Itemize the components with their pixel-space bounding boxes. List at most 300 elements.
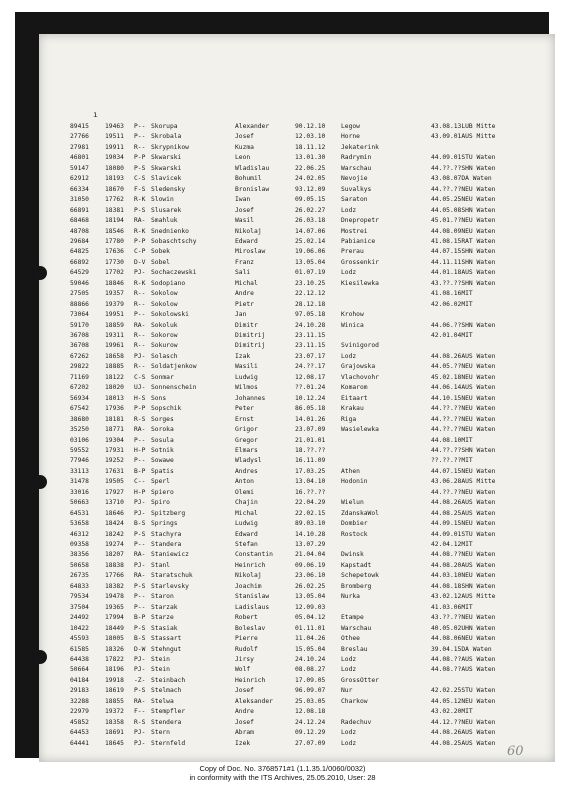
birth-date: 23.07.09 [295,426,326,434]
list-row [39,509,555,518]
list-number: 19961 [105,342,124,350]
prisoner-number: 03106 [70,436,89,444]
birth-date: 13.04.10 [295,478,326,486]
list-number: 18658 [105,352,124,360]
list-number: 18122 [105,373,124,381]
transfer-code: 42.01.04MIT [431,332,473,339]
surname: Stern [151,729,170,737]
list-number: 17822 [105,655,124,663]
list-row [39,498,555,507]
category: R-- [134,143,146,151]
surname: Spiero [151,488,174,496]
prisoner-number: 29822 [70,363,89,371]
first-name: Rudolf [235,645,258,653]
category: P-- [134,541,146,548]
list-number: 18670 [105,185,124,193]
category: RA- [134,572,146,580]
list-row [39,603,555,612]
transfer-code: 44.08.26AUS Waten [431,499,496,507]
list-row [39,550,555,559]
first-name: Iwan [235,196,251,204]
list-row [39,164,555,173]
transfer-code: 44.09.01STU Waten [431,154,496,162]
first-name: Josef [235,133,254,141]
birth-date: 24.??.17 [295,363,326,371]
category: PJ- [134,729,146,737]
transfer-code: 43.08.07DA Waten [431,175,492,183]
prisoner-number: 31050 [70,196,89,204]
birth-place: Lodz [341,352,357,360]
category: P-S [134,624,146,632]
category: D-W [134,645,146,653]
birth-date: 18.??.?? [295,446,326,454]
transfer-code: 44.08.10MIT [431,436,473,444]
list-row [39,227,555,236]
transfer-code: 41.08.15RAT Waten [431,237,496,245]
list-number: 19311 [105,332,124,339]
list-row [39,373,555,382]
list-row [39,268,555,277]
list-number: 17762 [105,196,124,204]
birth-place: Grajowska [341,363,376,371]
list-number: 18546 [105,227,124,235]
birth-place: Vlachovohr [341,373,379,381]
prisoner-number: 37504 [70,603,89,611]
transfer-code: 44.08.25AUS Waten [431,739,496,747]
transfer-code: 44.08.26AUS Waten [431,729,496,737]
prisoner-number: 66891 [70,206,89,214]
list-row [39,195,555,204]
prisoner-number: 50663 [70,499,89,507]
prisoner-number: 59046 [70,279,89,287]
category: R-- [134,290,146,298]
birth-place: Lodz [341,269,357,277]
first-name: Alexander [235,123,270,130]
surname: Sowawe [151,457,174,465]
transfer-code: 41.08.16MIT [431,290,473,298]
surname: Sokoluk [151,321,178,329]
category: PJ- [134,499,146,507]
handwritten-page-number: 60 [507,744,524,759]
prisoner-number: 77946 [70,457,89,465]
transfer-code: 43.06.28AUS Mitte [431,478,496,486]
birth-date: 23.07.17 [295,352,326,360]
list-row [39,613,555,622]
category: RA- [134,321,146,329]
prisoner-number: 31478 [70,478,89,486]
transfer-code: 44.03.10NEU Waten [431,572,496,580]
birth-date: 24.12.24 [295,718,326,726]
birth-date: 22.12.12 [295,290,326,298]
first-name: Bronislaw [235,185,270,193]
first-name: Dimitrij [235,332,266,339]
prisoner-number: 89415 [70,123,89,130]
prisoner-number: 71169 [70,373,89,381]
category: PJ- [134,269,146,277]
list-number: 18242 [105,530,124,538]
surname: Sons [151,394,167,402]
birth-date: 21.04.04 [295,551,326,559]
first-name: Dimitrij [235,342,266,350]
birth-date: 10.12.24 [295,394,326,402]
prisoner-number: 29684 [70,237,89,245]
birth-date: 01.07.19 [295,269,326,277]
birth-date: 09.05.15 [295,196,326,204]
first-name: Wasil [235,217,254,225]
category: PJ- [134,509,146,517]
transfer-code: 44.07.15SHN Waten [431,248,496,256]
surname: Staron [151,593,174,601]
transfer-code: 43.02.20MIT [431,708,473,716]
transfer-code: 42.06.02MIT [431,300,473,308]
surname: Starzak [151,603,178,611]
birth-place: Horne [341,133,360,141]
transfer-code: 44.06.14AUS Waten [431,384,496,392]
birth-place: Bromberg [341,582,372,590]
list-row [39,676,555,685]
list-row [39,362,555,371]
birth-date: 14.07.06 [295,227,326,235]
list-number: 18771 [105,426,124,434]
surname: Springs [151,520,178,528]
first-name: Ludwig [235,520,258,528]
prisoner-number: 50658 [70,561,89,569]
list-row [39,519,555,528]
footer-line-1: Copy of Doc. No. 3768571#1 (1.1.35.1/0060/0032) [199,764,366,773]
surname: Sonmar [151,373,174,381]
surname: Sokorow [151,332,178,339]
list-number: 19478 [105,593,124,601]
list-number: 18691 [105,729,124,737]
list-number: 19951 [105,311,124,319]
category: P-P [134,154,146,162]
birth-date: 13.01.30 [295,154,326,162]
document-page [39,34,555,762]
first-name: Ladislaus [235,603,270,611]
list-row [39,174,555,183]
first-name: Stefan [235,541,258,548]
surname: Starlevsky [151,582,189,590]
category: P-- [134,123,146,130]
list-row [39,425,555,434]
category: F-S [134,185,146,193]
birth-place: Komarom [341,384,368,392]
list-number: 18619 [105,687,124,695]
first-name: Pietr [235,300,254,308]
list-number: 18646 [105,509,124,517]
prisoner-number: 36708 [70,342,89,350]
transfer-code: 44.09.15NEU Waten [431,520,496,528]
list-row [39,185,555,194]
list-number: 17936 [105,405,124,413]
prisoner-number: 29183 [70,687,89,695]
birth-place: Jekaterink [341,143,379,151]
transfer-code: 43.09.01AUS Mitte [431,133,496,141]
prisoner-number: 61585 [70,645,89,653]
prisoner-number: 66892 [70,258,89,266]
list-number: 19911 [105,143,124,151]
first-name: Boleslav [235,624,266,632]
category: B-S [134,520,146,528]
prisoner-number: 45852 [70,718,89,726]
transfer-code: 44.08.09NEU Waten [431,227,496,235]
birth-date: 14.01.26 [295,415,326,423]
first-name: Edward [235,237,258,245]
first-name: Franz [235,258,254,266]
prisoner-number: 56934 [70,394,89,402]
transfer-code: 42.04.12MIT [431,541,473,548]
surname: Stassart [151,635,182,643]
prisoner-number: 64833 [70,582,89,590]
birth-date: 96.09.07 [295,687,326,695]
first-name: Wladislau [235,164,270,172]
transfer-code: 43.??.??SHN Waten [431,279,496,287]
prisoner-number: 66334 [70,185,89,193]
prisoner-number: 33113 [70,467,89,475]
list-row [39,383,555,392]
list-number: 19372 [105,708,124,716]
list-number: 19252 [105,457,124,465]
transfer-code: 44.08.??NEU Waten [431,551,496,559]
birth-date: 12.03.10 [295,133,326,141]
surname: Skwarski [151,164,182,172]
prisoner-number: 48708 [70,227,89,235]
transfer-code: 44.??.??NEU Waten [431,185,496,193]
surname: Steinbach [151,676,186,684]
category: R-K [134,279,146,287]
list-number: 18181 [105,415,124,423]
surname: Standera [151,541,182,548]
category: C-P [134,248,146,256]
list-row [39,728,555,737]
first-name: Michal [235,279,258,287]
birth-date: 24.10.24 [295,655,326,663]
birth-place: Warschau [341,624,372,632]
category: UJ- [134,384,146,392]
birth-date: ??.01.24 [295,384,326,392]
list-row [39,665,555,674]
list-row [39,571,555,580]
birth-place: Nur [341,687,353,695]
surname: Sternfeld [151,739,186,747]
list-row [39,446,555,455]
transfer-code: ??.??.??MIT [431,457,473,465]
category: P-- [134,603,146,611]
list-number: 18855 [105,697,124,705]
birth-date: 12.08.18 [295,708,326,716]
birth-place: Breslau [341,645,368,653]
surname: Spiro [151,499,170,507]
category: R-S [134,718,146,726]
birth-place: Lodz [341,206,357,214]
birth-date: 26.02.27 [295,206,326,214]
birth-date: 13.05.04 [295,593,326,601]
list-row [39,216,555,225]
birth-place: Athen [341,467,360,475]
list-number: 18358 [105,718,124,726]
birth-date: 16.??.?? [295,488,326,496]
birth-place: Charkow [341,697,368,705]
list-row [39,467,555,476]
archive-footer [0,764,565,782]
surname: Slavicek [151,175,182,183]
birth-place: Wasielewka [341,426,379,434]
prisoner-number: 45593 [70,635,89,643]
list-row [39,289,555,298]
birth-place: Eitaart [341,394,368,402]
surname: Stein [151,666,170,674]
list-number: 19357 [105,290,124,298]
prisoner-number: 46801 [70,154,89,162]
scan-frame [15,12,549,758]
birth-date: 97.05.18 [295,311,326,319]
list-number: 18020 [105,384,124,392]
birth-place: Warschau [341,164,372,172]
list-number: 19365 [105,603,124,611]
birth-place: Othee [341,635,360,643]
list-number: 17730 [105,258,124,266]
first-name: Dimitr [235,321,258,329]
list-row [39,655,555,664]
list-row [39,279,555,288]
birth-place: Riga [341,415,357,423]
birth-place: Krakau [341,405,364,413]
birth-place: Rostock [341,530,368,538]
prisoner-number: 36708 [70,332,89,339]
prisoner-number: 38356 [70,551,89,559]
first-name: Josef [235,718,254,726]
list-row [39,247,555,256]
category: P-- [134,133,146,141]
category: P-S [134,530,146,538]
surname: Stelwa [151,697,174,705]
surname: Stendera [151,718,182,726]
first-name: Ernst [235,415,254,423]
list-number: 19304 [105,436,124,444]
birth-date: 24.02.05 [295,175,326,183]
category: -Z- [134,676,146,684]
list-number: 17931 [105,446,124,454]
first-name: Miroslaw [235,248,266,256]
surname: Solasch [151,352,178,360]
birth-place: Svinigorod [341,342,379,350]
surname: Sokurow [151,342,178,350]
first-name: Wilmos [235,384,258,392]
transfer-code: 44.08.??AUS Waten [431,666,496,674]
list-number: 18449 [105,624,124,632]
birth-place: Kiesilewka [341,279,379,287]
list-number: 17994 [105,614,124,622]
first-name: Wasili [235,363,258,371]
transfer-code: 45.01.??NEU Waten [431,217,496,225]
category: RA- [134,551,146,559]
category: R-- [134,300,146,308]
category: H-S [134,394,146,402]
list-number: 18381 [105,206,124,214]
transfer-code: 44.11.11SHN Waten [431,258,496,266]
birth-place: Hodonin [341,478,368,486]
transfer-code: 44.07.15NEU Waten [431,467,496,475]
first-name: Anton [235,478,254,486]
birth-place: Radrymin [341,154,372,162]
list-row [39,436,555,445]
category: PJ- [134,666,146,674]
first-name: Izak [235,352,251,360]
surname: Stanl [151,561,170,569]
list-number: 19034 [105,154,124,162]
birth-date: 24.10.28 [295,321,326,329]
list-number: 17780 [105,237,124,245]
transfer-code: 44.05.25NEU Waten [431,196,496,204]
list-row [39,686,555,695]
category: R-- [134,332,146,339]
list-row [39,540,555,549]
birth-place: Nevojie [341,175,368,183]
transfer-code: 44.??.??NEU Waten [431,405,496,413]
prisoner-number: 59552 [70,446,89,454]
birth-date: 27.07.09 [295,739,326,747]
birth-date: 09.06.19 [295,561,326,569]
category: RA- [134,697,146,705]
surname: Skwarski [151,154,182,162]
surname: Skorupa [151,123,178,130]
list-number: 19505 [105,478,124,486]
surname: Spatis [151,467,174,475]
prisoner-number: 32288 [70,697,89,705]
list-number: 13710 [105,499,124,507]
list-row [39,352,555,361]
birth-date: 19.06.06 [295,248,326,256]
prisoner-number: 79534 [70,593,89,601]
transfer-code: 44.05.12NEU Waten [431,697,496,705]
first-name: Jan [235,311,247,319]
list-row [39,143,555,152]
prisoner-number: 27981 [70,143,89,151]
prisoner-number: 64531 [70,509,89,517]
first-name: Johannes [235,394,266,402]
list-number: 18080 [105,164,124,172]
list-row [39,488,555,497]
category: RA- [134,426,146,434]
birth-date: 22.02.15 [295,509,326,517]
category: P-P [134,237,146,245]
transfer-code: 44.09.01STU Waten [431,530,496,538]
category: P-S [134,687,146,695]
birth-place: Grossenkir [341,258,379,266]
list-row [39,331,555,340]
birth-place: Saraton [341,196,368,204]
first-name: Izek [235,739,251,747]
category: B-P [134,467,146,475]
prisoner-number: 64825 [70,248,89,256]
birth-date: 22.06.25 [295,164,326,172]
birth-place: Lodz [341,739,357,747]
category: P-S [134,206,146,214]
surname: Sobaschtschy [151,237,197,245]
category: P-- [134,436,146,444]
birth-date: 18.11.12 [295,143,326,151]
birth-place: Suvalkys [341,185,372,193]
list-number: 17636 [105,248,124,256]
surname: Stehngut [151,645,182,653]
list-number: 19379 [105,300,124,308]
first-name: Josef [235,687,254,695]
list-row [39,300,555,309]
first-name: Andres [235,467,258,475]
first-name: Wladysl [235,457,262,465]
first-name: Stanislaw [235,593,270,601]
birth-date: 08.08.27 [295,666,326,674]
